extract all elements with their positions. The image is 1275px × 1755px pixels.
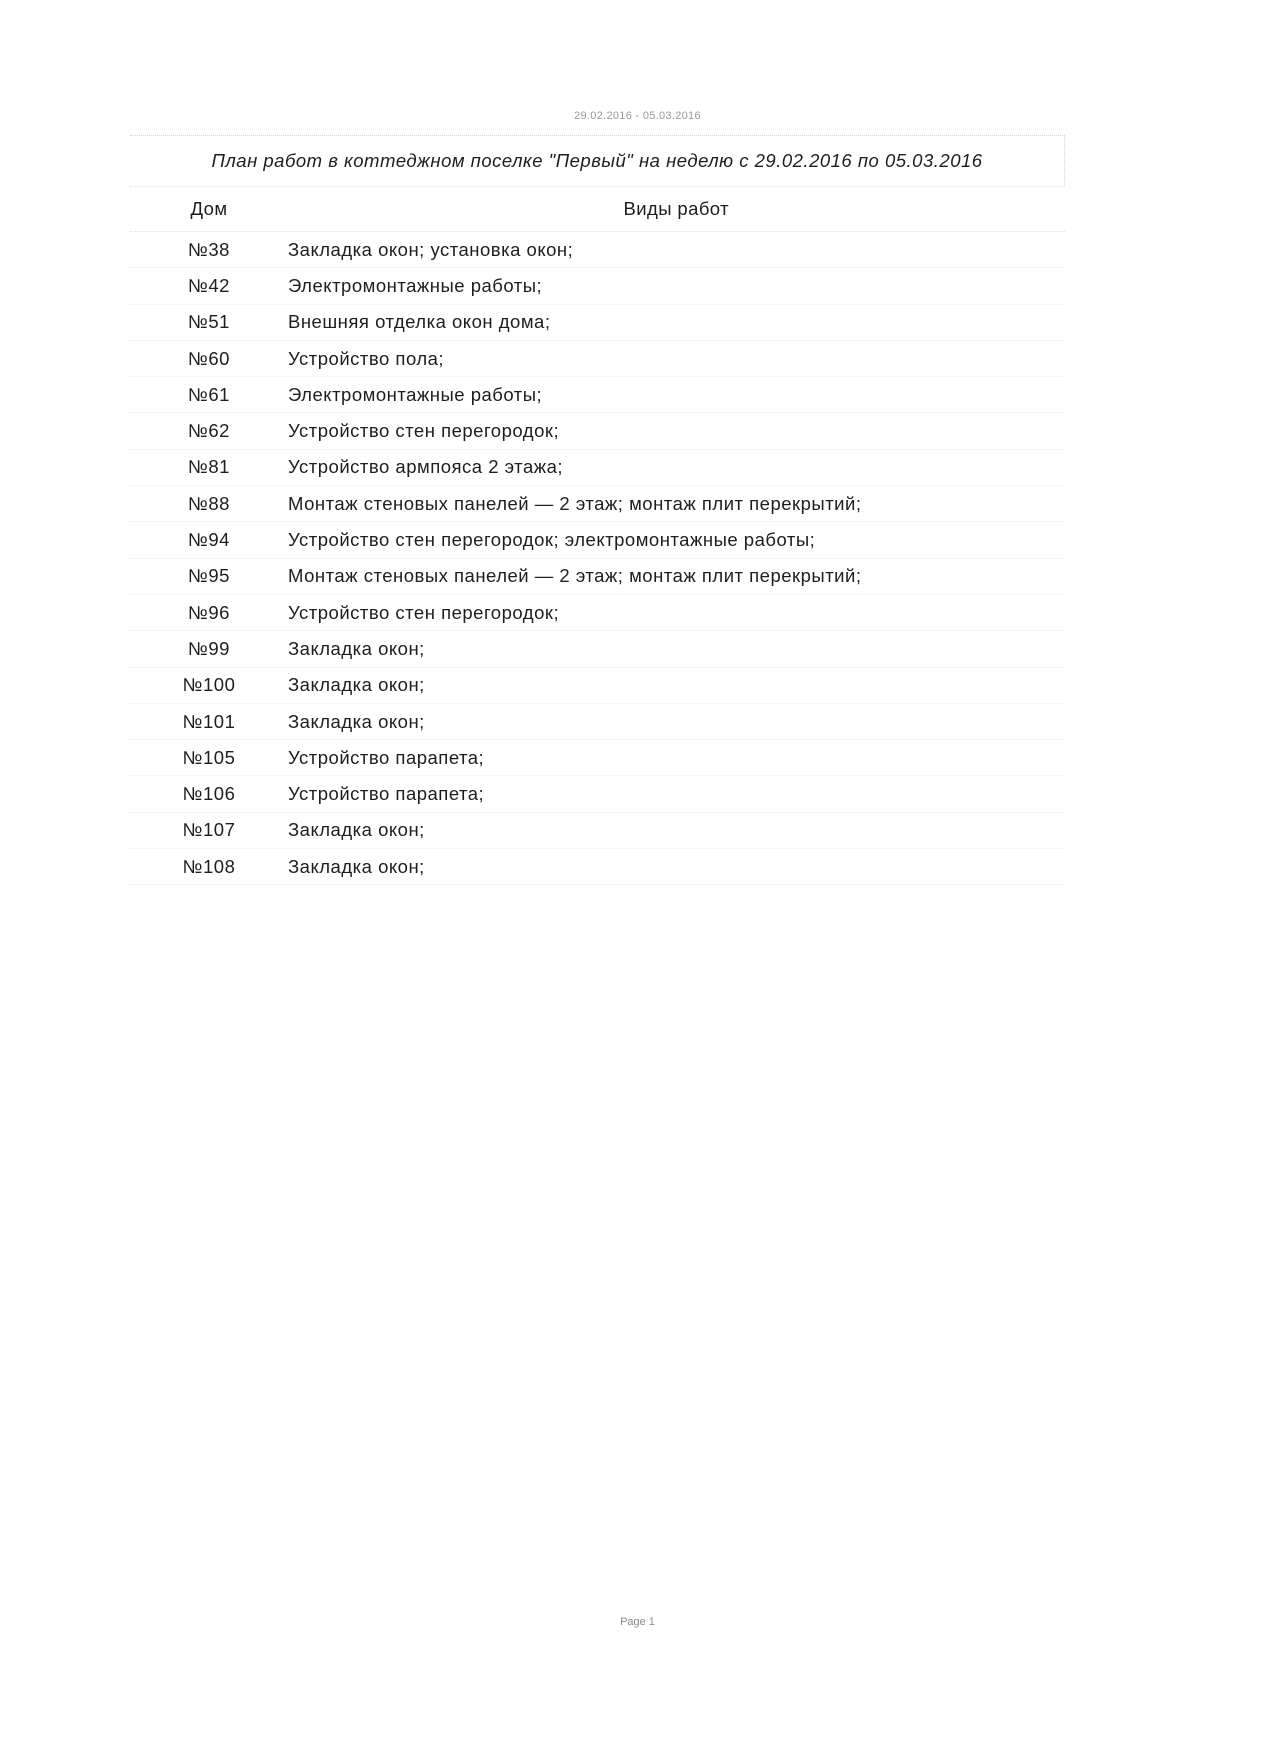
work-type-cell: Электромонтажные работы;: [288, 268, 1065, 304]
house-number-cell: №100: [130, 667, 288, 703]
table-row: [130, 377, 1065, 413]
table-row: [130, 667, 1065, 703]
page-number: Page 1: [620, 1616, 655, 1628]
table-row: [130, 304, 1065, 340]
table-row: [130, 740, 1065, 776]
house-number-cell: №62: [130, 413, 288, 449]
table-title: План работ в коттеджном поселке "Первый" на неделю с 29.02.2016 по 05.03.2016: [130, 136, 1065, 187]
house-number-cell: №61: [130, 377, 288, 413]
column-header-house: Дом: [130, 187, 288, 232]
work-type-cell: Закладка окон; установка окон;: [288, 232, 1065, 268]
house-number-cell: №94: [130, 522, 288, 558]
table-row: [130, 522, 1065, 558]
house-number-cell: №105: [130, 740, 288, 776]
house-number-cell: №42: [130, 268, 288, 304]
work-type-cell: Устройство парапета;: [288, 776, 1065, 812]
column-header-work: Виды работ: [288, 187, 1065, 232]
house-number-cell: №101: [130, 703, 288, 739]
table-row: [130, 340, 1065, 376]
work-type-cell: Закладка окон;: [288, 703, 1065, 739]
table-row: [130, 776, 1065, 812]
table-row: [130, 232, 1065, 268]
page-header-date-range: 29.02.2016 - 05.03.2016: [574, 110, 701, 122]
table-row: [130, 449, 1065, 485]
work-plan-table: [130, 135, 1065, 885]
house-number-cell: №99: [130, 631, 288, 667]
table-row: [130, 703, 1065, 739]
house-number-cell: №95: [130, 558, 288, 594]
work-type-cell: Закладка окон;: [288, 667, 1065, 703]
work-type-cell: Устройство пола;: [288, 340, 1065, 376]
work-type-cell: Закладка окон;: [288, 812, 1065, 848]
table-row: [130, 631, 1065, 667]
work-type-cell: Монтаж стеновых панелей — 2 этаж; монтаж плит перекрытий;: [288, 558, 1065, 594]
table-row: [130, 812, 1065, 848]
table-row: [130, 594, 1065, 630]
house-number-cell: №88: [130, 486, 288, 522]
house-number-cell: №81: [130, 449, 288, 485]
table-row: [130, 558, 1065, 594]
work-type-cell: Устройство стен перегородок; электромонтажные работы;: [288, 522, 1065, 558]
work-type-cell: Устройство стен перегородок;: [288, 594, 1065, 630]
work-type-cell: Устройство армпояса 2 этажа;: [288, 449, 1065, 485]
house-number-cell: №60: [130, 340, 288, 376]
table-row: [130, 486, 1065, 522]
work-type-cell: Монтаж стеновых панелей — 2 этаж; монтаж плит перекрытий;: [288, 486, 1065, 522]
work-type-cell: Устройство стен перегородок;: [288, 413, 1065, 449]
house-number-cell: №38: [130, 232, 288, 268]
work-type-cell: Закладка окон;: [288, 631, 1065, 667]
work-type-cell: Электромонтажные работы;: [288, 377, 1065, 413]
work-type-cell: Устройство парапета;: [288, 740, 1065, 776]
house-number-cell: №51: [130, 304, 288, 340]
house-number-cell: №106: [130, 776, 288, 812]
table-body: [130, 232, 1065, 885]
house-number-cell: №107: [130, 812, 288, 848]
work-type-cell: Закладка окон;: [288, 849, 1065, 885]
table-row: [130, 413, 1065, 449]
table-title-row: [130, 136, 1065, 187]
house-number-cell: №108: [130, 849, 288, 885]
table-header-row: [130, 187, 1065, 232]
table-row: [130, 849, 1065, 885]
table-row: [130, 268, 1065, 304]
house-number-cell: №96: [130, 594, 288, 630]
work-type-cell: Внешняя отделка окон дома;: [288, 304, 1065, 340]
